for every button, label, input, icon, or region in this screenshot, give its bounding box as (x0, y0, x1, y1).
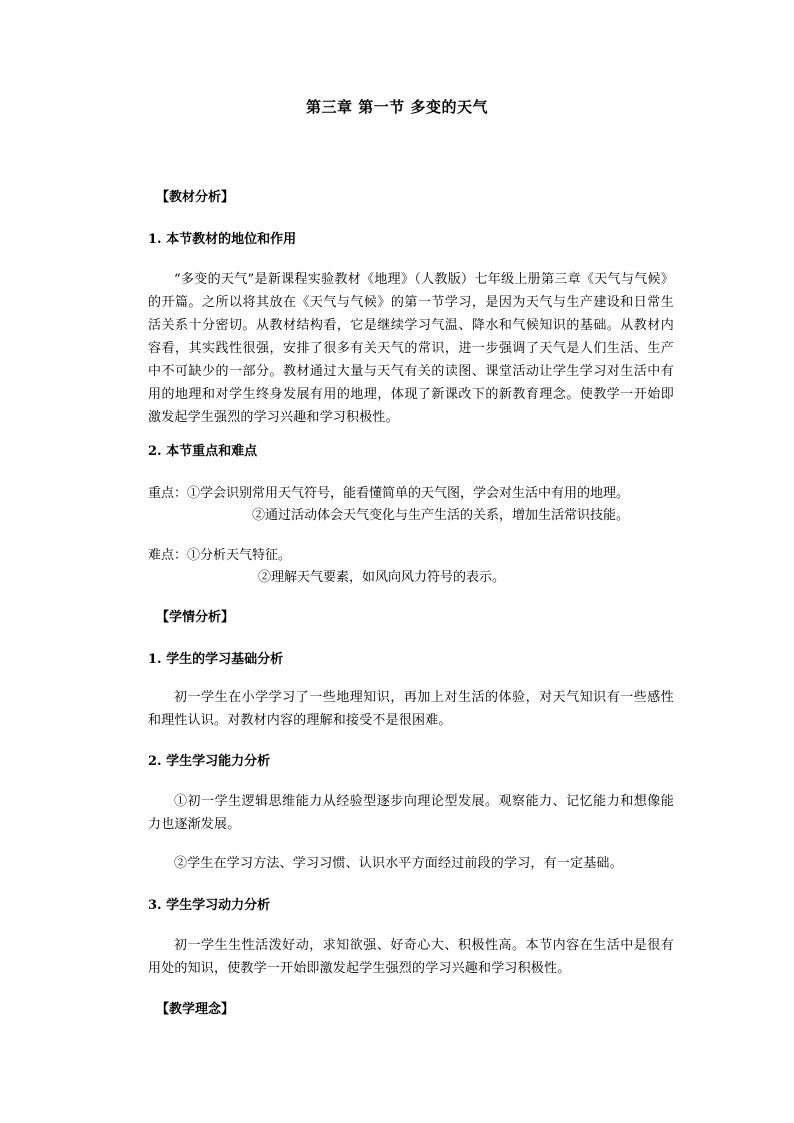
difficult-point-2: ②理解天气要素，如风向风力符号的表示。 (258, 570, 506, 585)
key-points-label: 重点： (148, 486, 188, 501)
difficult-point-1: ①分析天气特征。 (187, 548, 292, 563)
subheading-key-and-difficult-points: 2. 本节重点和难点 (148, 444, 258, 459)
section-heading-teaching-philosophy: 【教学理念】 (156, 1002, 235, 1017)
difficult-points-label: 难点： (148, 548, 188, 563)
subheading-learning-foundation: 1. 学生的学习基础分析 (148, 652, 284, 667)
difficult-points-line-1 (148, 544, 674, 567)
paragraph-status-and-role: “多变的天气”是新课程实验教材《地理》（人教版）七年级上册第三章《天气与气候》的开篇。之所以将其放在《天气与气候》的第一节学习，是因为天气与生产建设和日常生活关系十分密切。从教材结构看，它是继续学习气温、降水和气候知识的基础。从教材内容看，其实践性很强，安排了很多有关天气的常识，进一步强调了天气是人们生活、生产中不可缺少的一部分。教材通过大量与天气有关的读图、课堂活动让学生学习对生活中有用的地理和对学生终身发展有用的地理，体现了新课改下的新教育理念。使教学一开始即激发起学生强烈的学习兴趣和学习积极性。 (148, 272, 674, 425)
page-title: 第三章 第一节 多变的天气 (306, 98, 488, 116)
subheading-learning-motivation: 3. 学生学习动力分析 (148, 898, 271, 913)
key-point-1: ①学会识别常用天气符号，能看懂简单的天气图，学会对生活中有用的地理。 (187, 486, 630, 501)
key-points-line-1 (148, 482, 674, 505)
paragraph-learning-ability-1: ①初一学生逻辑思维能力从经验型逐步向理论型发展。观察能力、记忆能力和想像能力也逐渐发展。 (148, 794, 674, 832)
section-heading-learner-analysis: 【学情分析】 (156, 610, 235, 625)
section-heading-textbook-analysis: 【教材分析】 (156, 190, 235, 205)
key-point-2: ②通过活动体会天气变化与生产生活的关系，增加生活常识技能。 (252, 508, 630, 523)
paragraph-learning-foundation: 初一学生在小学学习了一些地理知识，再加上对生活的体验，对天气知识有一些感性和理性认识。对教材内容的理解和接受不是很困难。 (148, 690, 674, 728)
subheading-learning-ability: 2. 学生学习能力分析 (148, 754, 271, 769)
paragraph-learning-ability-2: ②学生在学习方法、学习习惯、认识水平方面经过前段的学习，有一定基础。 (174, 856, 623, 871)
subheading-status-and-role: 1. 本节教材的地位和作用 (148, 232, 297, 247)
paragraph-learning-motivation: 初一学生生性活泼好动，求知欲强、好奇心大、积极性高。本节内容在生活中是很有用处的知识，使教学一开始即激发起学生强烈的学习兴趣和学习积极性。 (148, 938, 674, 976)
